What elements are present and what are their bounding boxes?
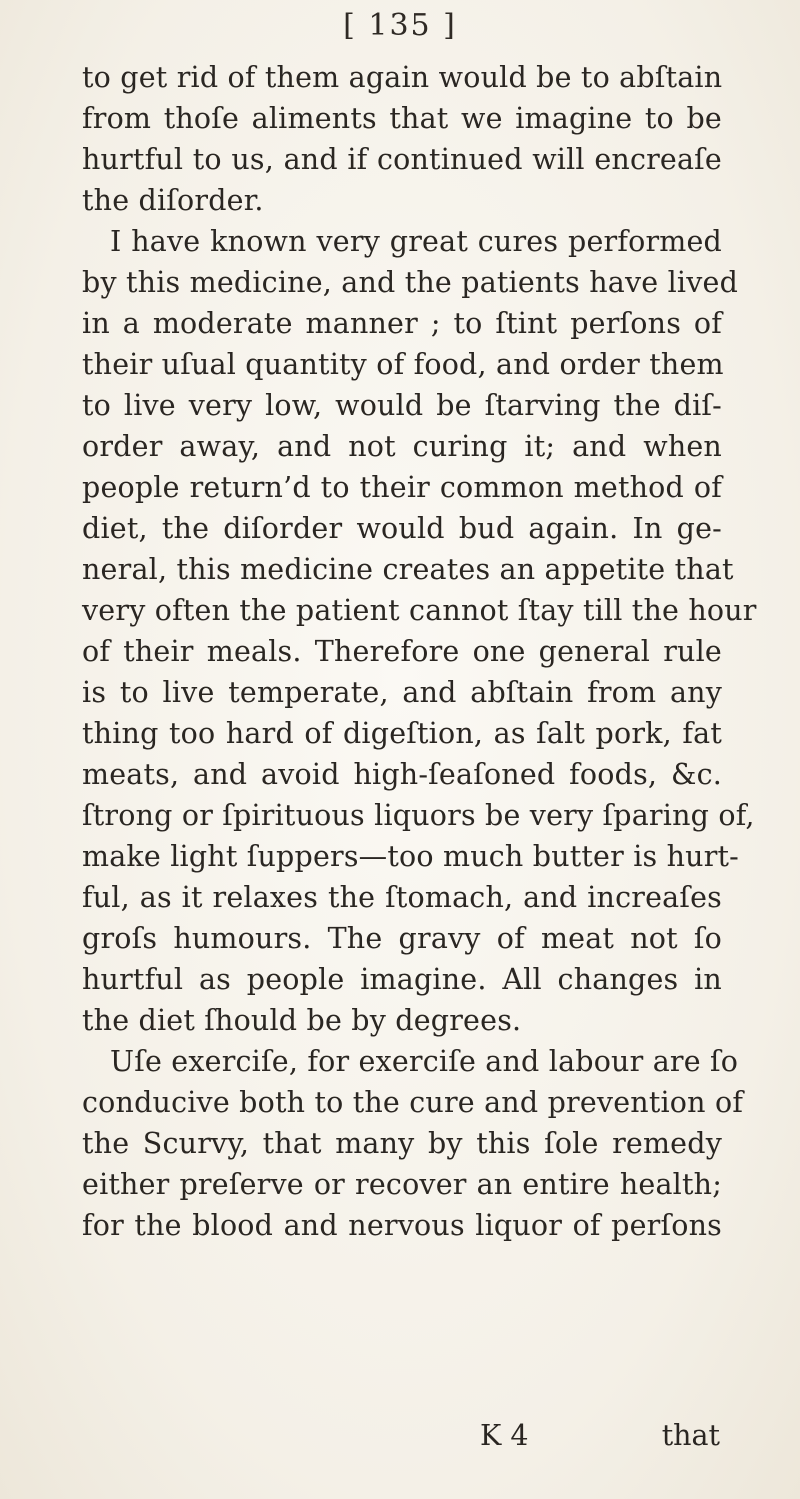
text-line: to get rid of them again would be to abſtain bbox=[82, 61, 723, 94]
text-line: the Scurvy, that many by this ſole remedy bbox=[82, 1127, 722, 1160]
text-line: conducive both to the cure and prevention of bbox=[82, 1086, 744, 1119]
text-line: people return’d to their common method of bbox=[82, 471, 722, 504]
text-line: hurtful to us, and if continued will encreaſe bbox=[82, 143, 722, 176]
text-line: the diet ſhould be by degrees. bbox=[82, 1004, 522, 1037]
footer-line bbox=[82, 1415, 722, 1456]
text-line: for the blood and nervous liquor of perſons bbox=[82, 1209, 722, 1242]
text-line: in a moderate manner ; to ſtint perſons of bbox=[82, 307, 722, 340]
catchword: that bbox=[661, 1419, 720, 1452]
text-line: of their meals. Therefore one general rule bbox=[82, 635, 722, 668]
text-line: from thoſe aliments that we imagine to be bbox=[82, 102, 722, 135]
text-line: the diſorder. bbox=[82, 184, 264, 217]
text-line: groſs humours. The gravy of meat not ſo bbox=[82, 922, 722, 955]
text-line: meats, and avoid high-ſeaſoned foods, &c. bbox=[82, 758, 722, 791]
signature-mark: K 4 bbox=[480, 1419, 529, 1452]
text-line: to live very low, would be ſtarving the diſ- bbox=[82, 389, 722, 422]
text-line: by this medicine, and the patients have lived bbox=[82, 266, 739, 299]
text-line: thing too hard of digeſtion, as ſalt pork, fat bbox=[82, 717, 722, 750]
text-line: ſtrong or ſpirituous liquors be very ſparing of, bbox=[82, 799, 755, 832]
text-line: diet, the diſorder would bud again. In ge- bbox=[82, 512, 722, 545]
text-line: neral, this medicine creates an appetite that bbox=[82, 553, 734, 586]
text-line: hurtful as people imagine. All changes in bbox=[82, 963, 722, 996]
text-line: is to live temperate, and abſtain from any bbox=[82, 676, 722, 709]
text-line: ful, as it relaxes the ſtomach, and increaſes bbox=[82, 881, 722, 914]
text-line: their uſual quantity of food, and order them bbox=[82, 348, 724, 381]
page-number-header: [ 135 ] bbox=[343, 8, 457, 43]
text-line: order away, and not curing it; and when bbox=[82, 430, 722, 463]
text-line: I have known very great cures performed bbox=[110, 225, 722, 258]
body-text bbox=[82, 57, 757, 1246]
text-line: very often the patient cannot ſtay till the hour bbox=[82, 594, 757, 627]
text-line: Uſe exerciſe, for exerciſe and labour are ſo bbox=[110, 1045, 739, 1078]
text-line: make light ſuppers—too much butter is hurt- bbox=[82, 840, 740, 873]
text-line: either preſerve or recover an entire health; bbox=[82, 1168, 722, 1201]
